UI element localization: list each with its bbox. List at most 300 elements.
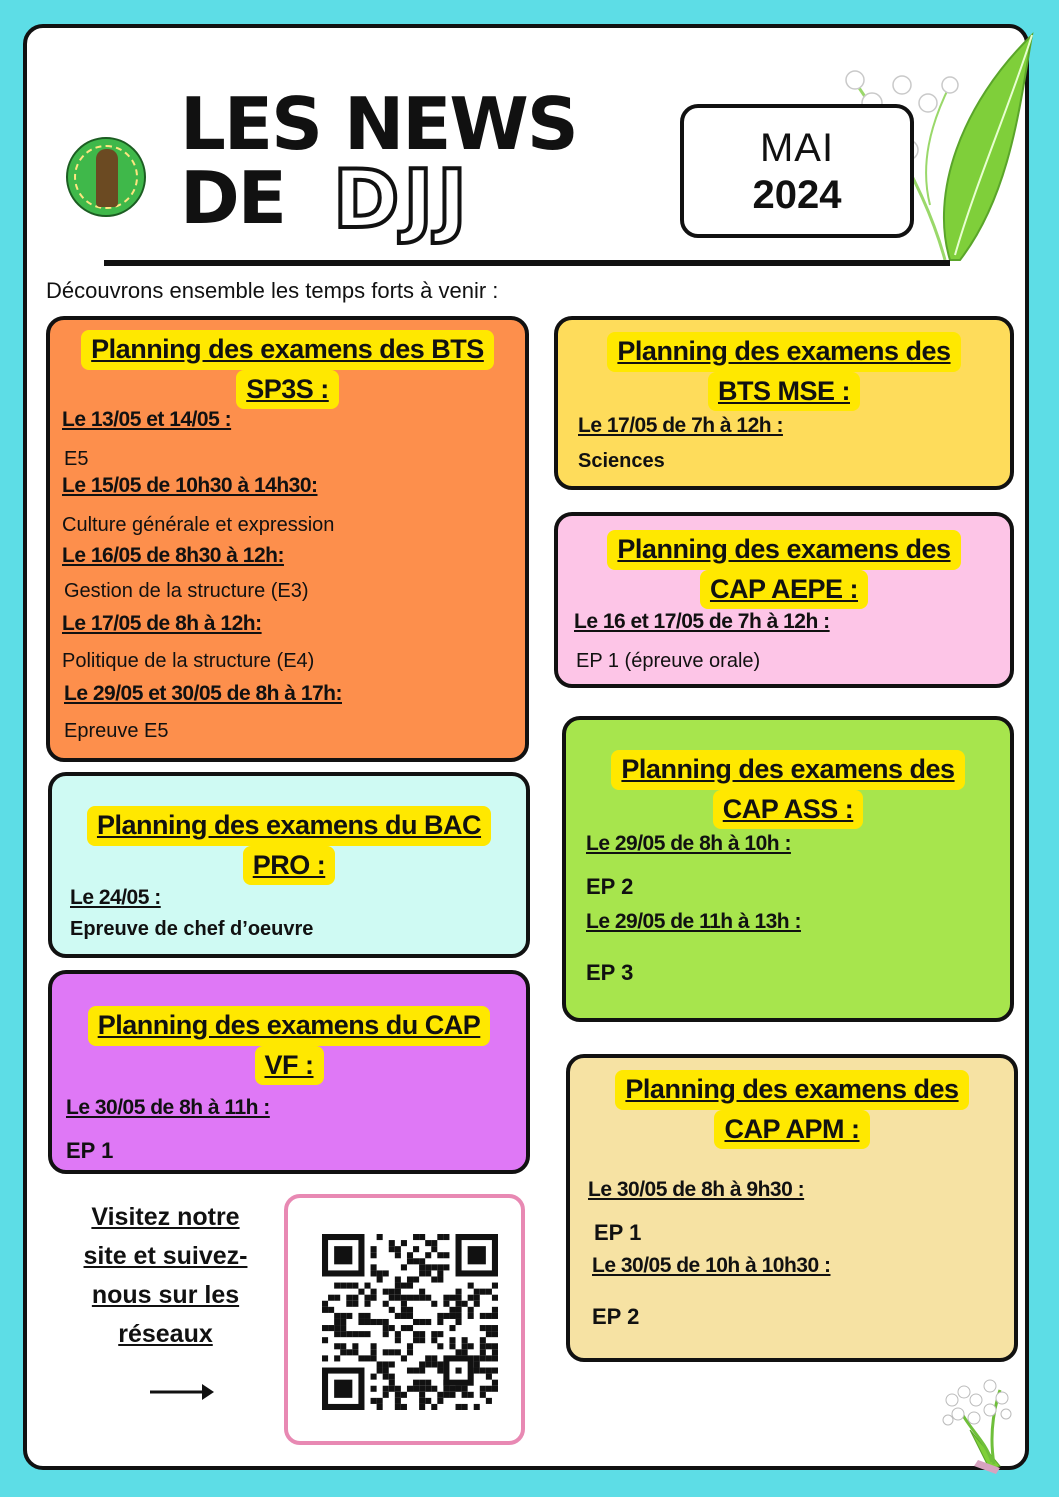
divider bbox=[104, 260, 950, 266]
qr-module bbox=[468, 1392, 474, 1398]
date-box bbox=[680, 104, 914, 238]
qr-module bbox=[474, 1361, 480, 1367]
qr-module bbox=[449, 1295, 455, 1301]
qr-module bbox=[377, 1398, 383, 1404]
exam-date-label: Le 17/05 de 7h à 12h : bbox=[578, 414, 783, 437]
qr-module bbox=[456, 1295, 462, 1301]
qr-module bbox=[437, 1276, 443, 1282]
qr-module bbox=[364, 1295, 370, 1301]
qr-module bbox=[474, 1355, 480, 1361]
date-month: MAI bbox=[759, 126, 835, 170]
qr-module bbox=[492, 1349, 498, 1355]
qr-module bbox=[358, 1331, 364, 1337]
qr-module bbox=[377, 1276, 383, 1282]
qr-module bbox=[437, 1343, 443, 1349]
qr-module bbox=[419, 1258, 425, 1264]
qr-module bbox=[395, 1404, 401, 1410]
qr-module bbox=[407, 1349, 413, 1355]
qr-module bbox=[389, 1307, 395, 1313]
card-bts-sp3s bbox=[46, 316, 529, 762]
qr-module bbox=[425, 1355, 431, 1361]
qr-module bbox=[431, 1301, 437, 1307]
qr-module bbox=[468, 1343, 474, 1349]
qr-module bbox=[431, 1264, 437, 1270]
qr-module bbox=[401, 1313, 407, 1319]
qr-module bbox=[443, 1313, 449, 1319]
qr-module bbox=[371, 1398, 377, 1404]
qr-module bbox=[456, 1386, 462, 1392]
qr-module bbox=[437, 1252, 443, 1258]
qr-module bbox=[358, 1289, 364, 1295]
qr-module bbox=[425, 1380, 431, 1386]
qr-module bbox=[474, 1289, 480, 1295]
qr-module bbox=[383, 1361, 389, 1367]
qr-module bbox=[449, 1392, 455, 1398]
exam-subject: Epreuve E5 bbox=[64, 720, 169, 742]
qr-module bbox=[395, 1276, 401, 1282]
qr-module bbox=[468, 1283, 474, 1289]
qr-module bbox=[437, 1234, 443, 1240]
qr-module bbox=[437, 1392, 443, 1398]
qr-module bbox=[352, 1295, 358, 1301]
exam-subject: Epreuve de chef d’oeuvre bbox=[70, 918, 314, 940]
qr-module bbox=[480, 1368, 486, 1374]
card-cap-aepe bbox=[554, 512, 1014, 688]
qr-module bbox=[492, 1307, 498, 1313]
page-title-line1: LES NEWS bbox=[180, 82, 577, 166]
qr-module bbox=[383, 1319, 389, 1325]
qr-module bbox=[407, 1252, 413, 1258]
qr-module bbox=[474, 1301, 480, 1307]
qr-module bbox=[346, 1283, 352, 1289]
qr-module bbox=[456, 1368, 462, 1374]
qr-module bbox=[456, 1319, 462, 1325]
qr-module bbox=[334, 1283, 340, 1289]
qr-module bbox=[474, 1368, 480, 1374]
qr-module bbox=[371, 1252, 377, 1258]
qr-module bbox=[431, 1337, 437, 1343]
qr-module bbox=[437, 1331, 443, 1337]
qr-module bbox=[419, 1392, 425, 1398]
qr-module bbox=[364, 1319, 370, 1325]
exam-date-label: Le 15/05 de 10h30 à 14h30: bbox=[62, 474, 318, 497]
qr-module bbox=[322, 1307, 328, 1313]
qr-module bbox=[486, 1289, 492, 1295]
qr-module bbox=[340, 1283, 346, 1289]
card-bac-pro bbox=[48, 772, 530, 958]
qr-module bbox=[334, 1325, 340, 1331]
qr-module bbox=[395, 1295, 401, 1301]
card-title: PRO : bbox=[243, 846, 336, 886]
qr-module bbox=[383, 1392, 389, 1398]
qr-module bbox=[419, 1270, 425, 1276]
qr-module bbox=[377, 1270, 383, 1276]
qr-module bbox=[340, 1325, 346, 1331]
qr-module bbox=[383, 1386, 389, 1392]
card-title: VF : bbox=[255, 1046, 324, 1086]
qr-module bbox=[328, 1307, 334, 1313]
qr-module bbox=[401, 1325, 407, 1331]
qr-module bbox=[395, 1313, 401, 1319]
qr-module bbox=[389, 1289, 395, 1295]
qr-module bbox=[389, 1361, 395, 1367]
exam-subject: Politique de la structure (E4) bbox=[62, 650, 315, 672]
social-invite-line: nous sur les bbox=[91, 1281, 240, 1309]
qr-module bbox=[419, 1361, 425, 1367]
exam-subject: EP 2 bbox=[586, 874, 634, 899]
qr-module bbox=[364, 1313, 370, 1319]
qr-module bbox=[407, 1343, 413, 1349]
social-invite-line: réseaux bbox=[118, 1320, 213, 1348]
card-title: Planning des examens des bbox=[615, 1070, 968, 1110]
qr-module bbox=[364, 1355, 370, 1361]
qr-module bbox=[334, 1331, 340, 1337]
qr-module bbox=[371, 1386, 377, 1392]
exam-date-label: Le 29/05 de 11h à 13h : bbox=[586, 910, 801, 933]
qr-module bbox=[377, 1234, 383, 1240]
qr-module bbox=[389, 1240, 395, 1246]
qr-module bbox=[419, 1368, 425, 1374]
qr-module bbox=[413, 1295, 419, 1301]
qr-module bbox=[437, 1398, 443, 1404]
qr-module bbox=[395, 1252, 401, 1258]
card-title: Planning des examens du CAP bbox=[88, 1006, 491, 1046]
exam-date-label: Le 29/05 et 30/05 de 8h à 17h: bbox=[64, 682, 342, 705]
qr-module bbox=[364, 1283, 370, 1289]
qr-module bbox=[352, 1301, 358, 1307]
qr-module bbox=[322, 1325, 328, 1331]
qr-module bbox=[486, 1374, 492, 1380]
qr-module bbox=[389, 1295, 395, 1301]
qr-module bbox=[383, 1289, 389, 1295]
qr-module bbox=[383, 1325, 389, 1331]
qr-module bbox=[364, 1331, 370, 1337]
exam-date-label: Le 17/05 de 8h à 12h: bbox=[62, 612, 262, 635]
qr-module bbox=[425, 1319, 431, 1325]
qr-module bbox=[419, 1380, 425, 1386]
qr-module bbox=[456, 1307, 462, 1313]
qr-module bbox=[449, 1307, 455, 1313]
qr-module bbox=[322, 1301, 328, 1307]
qr-module bbox=[492, 1331, 498, 1337]
qr-module bbox=[377, 1361, 383, 1367]
exam-date-label: Le 16 et 17/05 de 7h à 12h : bbox=[574, 610, 830, 633]
exam-subject: EP 1 bbox=[66, 1138, 114, 1163]
qr-module bbox=[419, 1319, 425, 1325]
qr-module bbox=[437, 1264, 443, 1270]
qr-module bbox=[389, 1386, 395, 1392]
qr-module bbox=[407, 1386, 413, 1392]
qr-module bbox=[413, 1337, 419, 1343]
qr-module bbox=[407, 1325, 413, 1331]
qr-module bbox=[486, 1355, 492, 1361]
qr-module bbox=[449, 1337, 455, 1343]
qr-module bbox=[425, 1252, 431, 1258]
qr-module bbox=[456, 1289, 462, 1295]
qr-module bbox=[492, 1343, 498, 1349]
card-cap-apm bbox=[566, 1054, 1018, 1362]
card-title: Planning des examens des bbox=[607, 332, 960, 372]
exam-date-label: Le 30/05 de 8h à 9h30 : bbox=[588, 1178, 805, 1201]
qr-module bbox=[395, 1398, 401, 1404]
qr-module bbox=[371, 1343, 377, 1349]
qr-module bbox=[419, 1404, 425, 1410]
qr-module bbox=[413, 1331, 419, 1337]
qr-module bbox=[395, 1337, 401, 1343]
qr-module bbox=[425, 1270, 431, 1276]
qr-module bbox=[401, 1264, 407, 1270]
qr-module bbox=[383, 1368, 389, 1374]
qr-module bbox=[462, 1392, 468, 1398]
exam-subject: EP 1 bbox=[594, 1220, 642, 1245]
qr-module bbox=[492, 1313, 498, 1319]
qr-module bbox=[443, 1295, 449, 1301]
qr-module bbox=[480, 1392, 486, 1398]
qr-module bbox=[395, 1283, 401, 1289]
card-cap-vf bbox=[48, 970, 530, 1174]
qr-module bbox=[371, 1270, 377, 1276]
qr-module bbox=[431, 1386, 437, 1392]
qr-module bbox=[389, 1374, 395, 1380]
qr-module bbox=[443, 1392, 449, 1398]
qr-module bbox=[395, 1392, 401, 1398]
qr-module bbox=[383, 1374, 389, 1380]
qr-module bbox=[334, 1295, 340, 1301]
qr-module bbox=[474, 1295, 480, 1301]
qr-module bbox=[425, 1264, 431, 1270]
qr-module bbox=[395, 1349, 401, 1355]
exam-subject: EP 3 bbox=[586, 960, 634, 985]
qr-module bbox=[328, 1325, 334, 1331]
qr-module bbox=[462, 1386, 468, 1392]
qr-module bbox=[407, 1283, 413, 1289]
qr-module bbox=[443, 1252, 449, 1258]
qr-module bbox=[383, 1301, 389, 1307]
exam-date-label: Le 16/05 de 8h30 à 12h: bbox=[62, 544, 284, 567]
qr-module bbox=[322, 1337, 328, 1343]
qr-module bbox=[431, 1331, 437, 1337]
qr-module bbox=[480, 1313, 486, 1319]
qr-module bbox=[431, 1276, 437, 1282]
qr-module bbox=[486, 1343, 492, 1349]
qr-module bbox=[383, 1331, 389, 1337]
qr-module bbox=[358, 1319, 364, 1325]
qr-module bbox=[401, 1295, 407, 1301]
qr-module bbox=[486, 1325, 492, 1331]
exam-date-label: Le 24/05 : bbox=[70, 886, 161, 909]
qr-module bbox=[492, 1325, 498, 1331]
date-year: 2024 bbox=[752, 173, 842, 217]
qr-module bbox=[334, 1246, 352, 1264]
qr-module bbox=[456, 1349, 462, 1355]
qr-module bbox=[371, 1264, 377, 1270]
qr-module bbox=[334, 1380, 352, 1398]
qr-module bbox=[449, 1325, 455, 1331]
qr-module bbox=[480, 1325, 486, 1331]
qr-module bbox=[395, 1331, 401, 1337]
qr-module bbox=[480, 1349, 486, 1355]
qr-module bbox=[371, 1319, 377, 1325]
qr-code-icon[interactable] bbox=[322, 1234, 498, 1410]
exam-date-label: Le 13/05 et 14/05 : bbox=[62, 408, 232, 431]
qr-module bbox=[340, 1349, 346, 1355]
qr-module bbox=[371, 1374, 377, 1380]
qr-module bbox=[437, 1313, 443, 1319]
qr-module bbox=[419, 1331, 425, 1337]
exam-subject: EP 2 bbox=[592, 1304, 640, 1329]
qr-module bbox=[413, 1380, 419, 1386]
qr-module bbox=[389, 1380, 395, 1386]
qr-module bbox=[492, 1368, 498, 1374]
qr-module bbox=[431, 1240, 437, 1246]
school-logo-icon bbox=[66, 137, 146, 217]
qr-module bbox=[407, 1368, 413, 1374]
qr-module bbox=[437, 1368, 443, 1374]
qr-module bbox=[364, 1301, 370, 1307]
qr-module bbox=[462, 1343, 468, 1349]
qr-module bbox=[486, 1386, 492, 1392]
qr-module bbox=[401, 1404, 407, 1410]
qr-module bbox=[492, 1386, 498, 1392]
qr-module bbox=[462, 1337, 468, 1343]
qr-module bbox=[413, 1246, 419, 1252]
page-title-djj: DJJ bbox=[333, 153, 471, 246]
social-invite[interactable] bbox=[68, 1198, 263, 1354]
qr-module bbox=[419, 1264, 425, 1270]
qr-module bbox=[389, 1246, 395, 1252]
qr-module bbox=[340, 1319, 346, 1325]
qr-module bbox=[449, 1343, 455, 1349]
exam-subject: Culture générale et expression bbox=[62, 514, 335, 536]
qr-module bbox=[328, 1295, 334, 1301]
card-title: Planning des examens des bbox=[607, 530, 960, 570]
qr-module bbox=[437, 1361, 443, 1367]
qr-module bbox=[419, 1386, 425, 1392]
exam-date-label: Le 30/05 de 10h à 10h30 : bbox=[592, 1254, 831, 1277]
qr-module bbox=[431, 1355, 437, 1361]
social-invite-line: Visitez notre bbox=[91, 1203, 240, 1231]
qr-module bbox=[346, 1313, 352, 1319]
qr-module bbox=[449, 1386, 455, 1392]
qr-module bbox=[425, 1398, 431, 1404]
exam-subject: EP 1 (épreuve orale) bbox=[576, 650, 761, 672]
qr-module bbox=[401, 1392, 407, 1398]
bouquet-icon bbox=[930, 1370, 1020, 1475]
qr-module bbox=[322, 1355, 328, 1361]
qr-module bbox=[371, 1355, 377, 1361]
qr-module bbox=[352, 1349, 358, 1355]
exam-date-label: Le 30/05 de 8h à 11h : bbox=[66, 1096, 270, 1119]
qr-module bbox=[443, 1301, 449, 1307]
qr-module bbox=[340, 1343, 346, 1349]
qr-module bbox=[413, 1258, 419, 1264]
qr-module bbox=[407, 1276, 413, 1282]
qr-module bbox=[456, 1404, 462, 1410]
exam-date-label: Le 29/05 de 8h à 10h : bbox=[586, 832, 791, 855]
card-cap-ass bbox=[562, 716, 1014, 1022]
qr-module bbox=[401, 1307, 407, 1313]
qr-module bbox=[334, 1355, 340, 1361]
qr-module bbox=[462, 1349, 468, 1355]
qr-module bbox=[419, 1398, 425, 1404]
qr-module bbox=[486, 1331, 492, 1337]
qr-module bbox=[449, 1313, 455, 1319]
qr-module bbox=[425, 1361, 431, 1367]
qr-module bbox=[352, 1331, 358, 1337]
qr-module bbox=[468, 1246, 486, 1264]
qr-module bbox=[443, 1386, 449, 1392]
qr-module bbox=[352, 1343, 358, 1349]
qr-module bbox=[419, 1337, 425, 1343]
qr-module bbox=[407, 1295, 413, 1301]
qr-module bbox=[383, 1349, 389, 1355]
card-title: Planning des examens des BTS bbox=[81, 330, 494, 370]
qr-module bbox=[352, 1283, 358, 1289]
qr-module bbox=[371, 1295, 377, 1301]
qr-module bbox=[413, 1234, 419, 1240]
qr-module bbox=[443, 1264, 449, 1270]
card-title: CAP ASS : bbox=[713, 790, 864, 830]
qr-module bbox=[401, 1301, 407, 1307]
qr-module bbox=[346, 1301, 352, 1307]
qr-module bbox=[437, 1270, 443, 1276]
right-arrow-icon bbox=[148, 1380, 214, 1404]
qr-module bbox=[371, 1289, 377, 1295]
intro-text: Découvrons ensemble les temps forts à venir : bbox=[46, 278, 499, 303]
qr-module bbox=[486, 1398, 492, 1404]
qr-module bbox=[419, 1234, 425, 1240]
qr-module bbox=[407, 1258, 413, 1264]
qr-module bbox=[377, 1404, 383, 1410]
qr-module bbox=[462, 1301, 468, 1307]
qr-module bbox=[474, 1404, 480, 1410]
social-invite-line: site et suivez- bbox=[83, 1242, 248, 1270]
qr-module bbox=[456, 1301, 462, 1307]
qr-module bbox=[371, 1349, 377, 1355]
qr-module bbox=[377, 1368, 383, 1374]
qr-module bbox=[407, 1313, 413, 1319]
qr-module bbox=[401, 1283, 407, 1289]
qr-module bbox=[413, 1319, 419, 1325]
qr-code-frame[interactable] bbox=[284, 1194, 525, 1445]
qr-module bbox=[480, 1386, 486, 1392]
card-title: SP3S : bbox=[236, 370, 339, 410]
card-title: Planning des examens des bbox=[611, 750, 964, 790]
qr-module bbox=[425, 1295, 431, 1301]
qr-module bbox=[395, 1386, 401, 1392]
qr-module bbox=[486, 1313, 492, 1319]
qr-module bbox=[456, 1313, 462, 1319]
exam-subject: Gestion de la structure (E3) bbox=[64, 580, 309, 602]
qr-module bbox=[389, 1349, 395, 1355]
qr-module bbox=[492, 1380, 498, 1386]
qr-module bbox=[340, 1331, 346, 1337]
page-title-line2: DE bbox=[180, 156, 285, 240]
qr-module bbox=[395, 1246, 401, 1252]
qr-module bbox=[486, 1368, 492, 1374]
qr-module bbox=[462, 1404, 468, 1410]
qr-module bbox=[480, 1343, 486, 1349]
qr-module bbox=[383, 1270, 389, 1276]
card-bts-mse bbox=[554, 316, 1014, 490]
qr-module bbox=[371, 1246, 377, 1252]
qr-module bbox=[443, 1234, 449, 1240]
qr-module bbox=[431, 1246, 437, 1252]
qr-module bbox=[346, 1295, 352, 1301]
qr-module bbox=[358, 1355, 364, 1361]
qr-module bbox=[401, 1355, 407, 1361]
qr-module bbox=[468, 1307, 474, 1313]
